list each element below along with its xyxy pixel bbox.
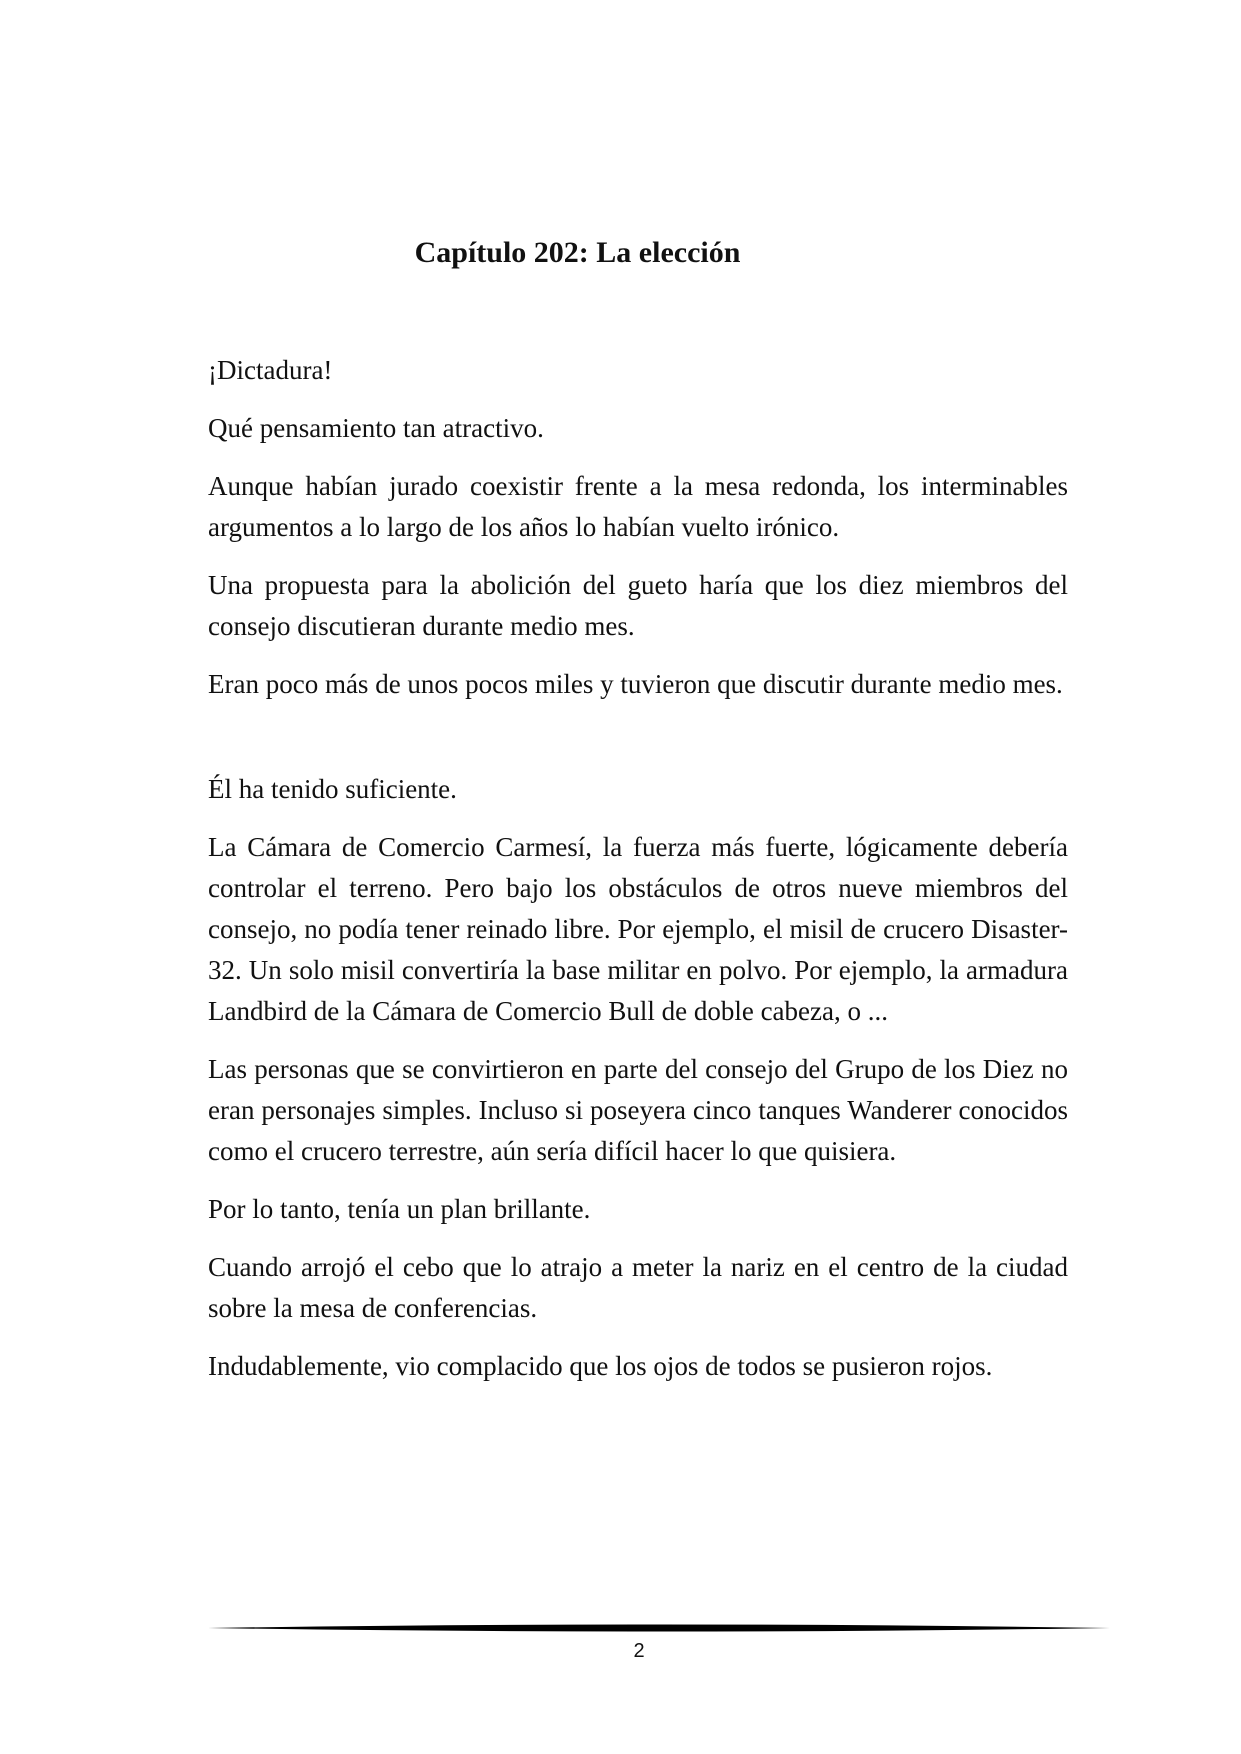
paragraph: Eran poco más de unos pocos miles y tuvieron que discutir durante medio mes. [208,669,1063,699]
paragraph: Una propuesta para la abolición del gueto haría que los diez miembros del consejo discutieran durante medio mes. [208,570,1068,641]
paragraph: Por lo tanto, tenía un plan brillante. [208,1194,591,1224]
footer-divider [208,1622,1110,1634]
paragraph: Las personas que se convirtieron en parte del consejo del Grupo de los Diez no eran personajes simples. Incluso si poseyera cinco tanques Wanderer conocidos como el crucero terrestre, aún sería difícil hacer lo que quisiera. [208,1054,1068,1166]
paragraph: ¡Dictadura! [208,355,333,385]
chapter-title: Capítulo 202: La elección [414,236,741,269]
paragraph: Indudablemente, vio complacido que los ojos de todos se pusieron rojos. [208,1351,993,1381]
paragraph: Aunque habían jurado coexistir frente a la mesa redonda, los interminables argumentos a lo largo de los años lo habían vuelto irónico. [208,471,1068,542]
paragraph: La Cámara de Comercio Carmesí, la fuerza más fuerte, lógicamente debería controlar el terreno. Pero bajo los obstáculos de otros nueve miembros del consejo, no podía tener reinado libre. Por ejemplo, el misil de crucero Disaster-32. Un solo misil convertiría la base militar en polvo. Por ejemplo, la armadura Landbird de la Cámara de Comercio Bull de doble cabeza, o ... [208,832,1068,1026]
paragraph: Qué pensamiento tan atractivo. [208,413,544,443]
chapter-body [208,350,1068,1404]
paragraph: Él ha tenido suficiente. [208,774,457,804]
paragraph: Cuando arrojó el cebo que lo atrajo a meter la nariz en el centro de la ciudad sobre la mesa de conferencias. [208,1252,1068,1323]
page-number: 2 [633,1640,645,1662]
